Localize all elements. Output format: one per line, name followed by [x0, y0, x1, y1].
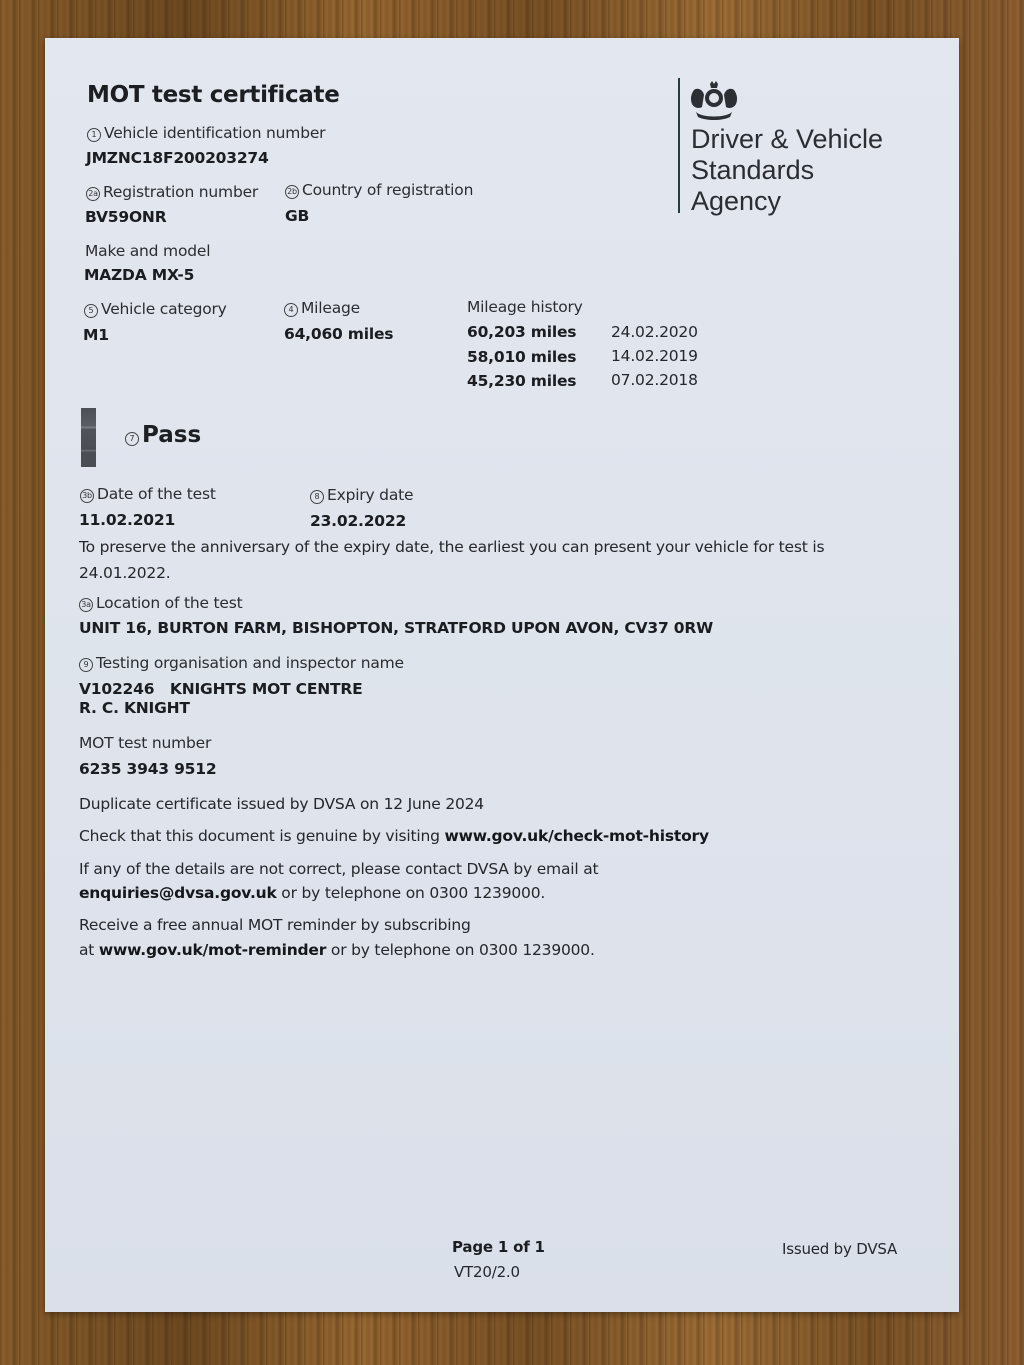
location-label: 3a Location of the test [79, 594, 242, 612]
test-date-label: 3b Date of the test [80, 485, 216, 503]
contact-notice-line-1: If any of the details are not correct, please contact DVSA by email at [79, 860, 599, 878]
vin-label: 1 Vehicle identification number [87, 124, 325, 142]
dvsa-logo-line-1: Driver & Vehicle [691, 124, 884, 154]
test-number-label: MOT test number [79, 734, 212, 752]
mileage-history-date-2: 14.02.2019 [611, 347, 698, 365]
anniversary-note-line-2: 24.01.2022. [79, 564, 171, 582]
registration-value: BV59ONR [85, 208, 167, 226]
field-number-badge: 9 [79, 658, 93, 672]
mot-reminder-link[interactable]: www.gov.uk/mot-reminder [98, 941, 327, 959]
field-number-badge: 4 [284, 303, 298, 317]
make-model-value: MAZDA MX-5 [84, 266, 195, 284]
pass-status-bar [81, 408, 96, 467]
mileage-value: 64,060 miles [284, 325, 394, 343]
test-result: 7 Pass [125, 422, 201, 448]
mot-certificate-page [45, 38, 959, 1312]
field-number-badge: 1 [87, 128, 101, 142]
vin-value: JMZNC18F200203274 [86, 149, 269, 167]
mileage-history-miles-1: 60,203 miles [467, 323, 577, 341]
reminder-notice-line-1: Receive a free annual MOT reminder by subscribing [79, 916, 471, 934]
contact-email-link[interactable]: enquiries@dvsa.gov.uk [79, 884, 277, 902]
page-indicator: Page 1 of 1 [452, 1238, 545, 1256]
registration-label: 2a Registration number [86, 183, 258, 201]
field-number-badge: 3a [79, 598, 93, 612]
duplicate-notice: Duplicate certificate issued by DVSA on 12 June 2024 [79, 795, 484, 813]
make-model-label: Make and model [85, 242, 211, 260]
test-number-value: 6235 3943 9512 [79, 760, 217, 778]
field-number-badge: 5 [84, 304, 98, 318]
mileage-history-date-3: 07.02.2018 [611, 371, 698, 389]
field-number-badge: 3b [80, 489, 94, 503]
contact-notice-line-2: enquiries@dvsa.gov.uk or by telephone on 0300 1239000. [79, 884, 546, 902]
country-value: GB [285, 207, 310, 225]
field-number-badge: 7 [125, 432, 139, 446]
dvsa-logo-line-3: Agency [691, 186, 782, 216]
mileage-history-label: Mileage history [467, 298, 583, 316]
check-mot-history-link[interactable]: www.gov.uk/check-mot-history [444, 827, 709, 845]
category-value: M1 [83, 326, 109, 344]
document-title: MOT test certificate [87, 82, 340, 108]
test-date-value: 11.02.2021 [79, 511, 176, 529]
location-value: UNIT 16, BURTON FARM, BISHOPTON, STRATFORD UPON AVON, CV37 0RW [79, 619, 713, 637]
form-code: VT20/2.0 [454, 1263, 520, 1281]
dvsa-logo-line-2: Standards [691, 155, 815, 185]
mileage-history-miles-3: 45,230 miles [467, 372, 577, 390]
royal-crest-icon [688, 80, 740, 122]
mileage-label: 4 Mileage [284, 299, 360, 317]
anniversary-note-line-1: To preserve the anniversary of the expiry date, the earliest you can present your vehicle for test is [79, 538, 825, 556]
check-genuine-notice: Check that this document is genuine by visiting www.gov.uk/check-mot-history [79, 827, 709, 845]
organisation-label: 9 Testing organisation and inspector name [79, 654, 404, 672]
issued-by: Issued by DVSA [782, 1240, 898, 1258]
mileage-history-miles-2: 58,010 miles [467, 348, 577, 366]
organisation-value: V102246 KNIGHTS MOT CENTRE [79, 680, 363, 698]
field-number-badge: 8 [310, 490, 324, 504]
logo-divider [678, 78, 680, 213]
expiry-date-label: 8 Expiry date [310, 486, 413, 504]
category-label: 5 Vehicle category [84, 300, 227, 318]
inspector-name: R. C. KNIGHT [79, 699, 190, 717]
expiry-date-value: 23.02.2022 [310, 512, 407, 530]
field-number-badge: 2b [285, 185, 299, 199]
country-label: 2b Country of registration [285, 181, 473, 199]
mileage-history-date-1: 24.02.2020 [611, 323, 698, 341]
reminder-notice-line-2: at www.gov.uk/mot-reminder or by telephone on 0300 1239000. [79, 941, 595, 959]
field-number-badge: 2a [86, 187, 100, 201]
